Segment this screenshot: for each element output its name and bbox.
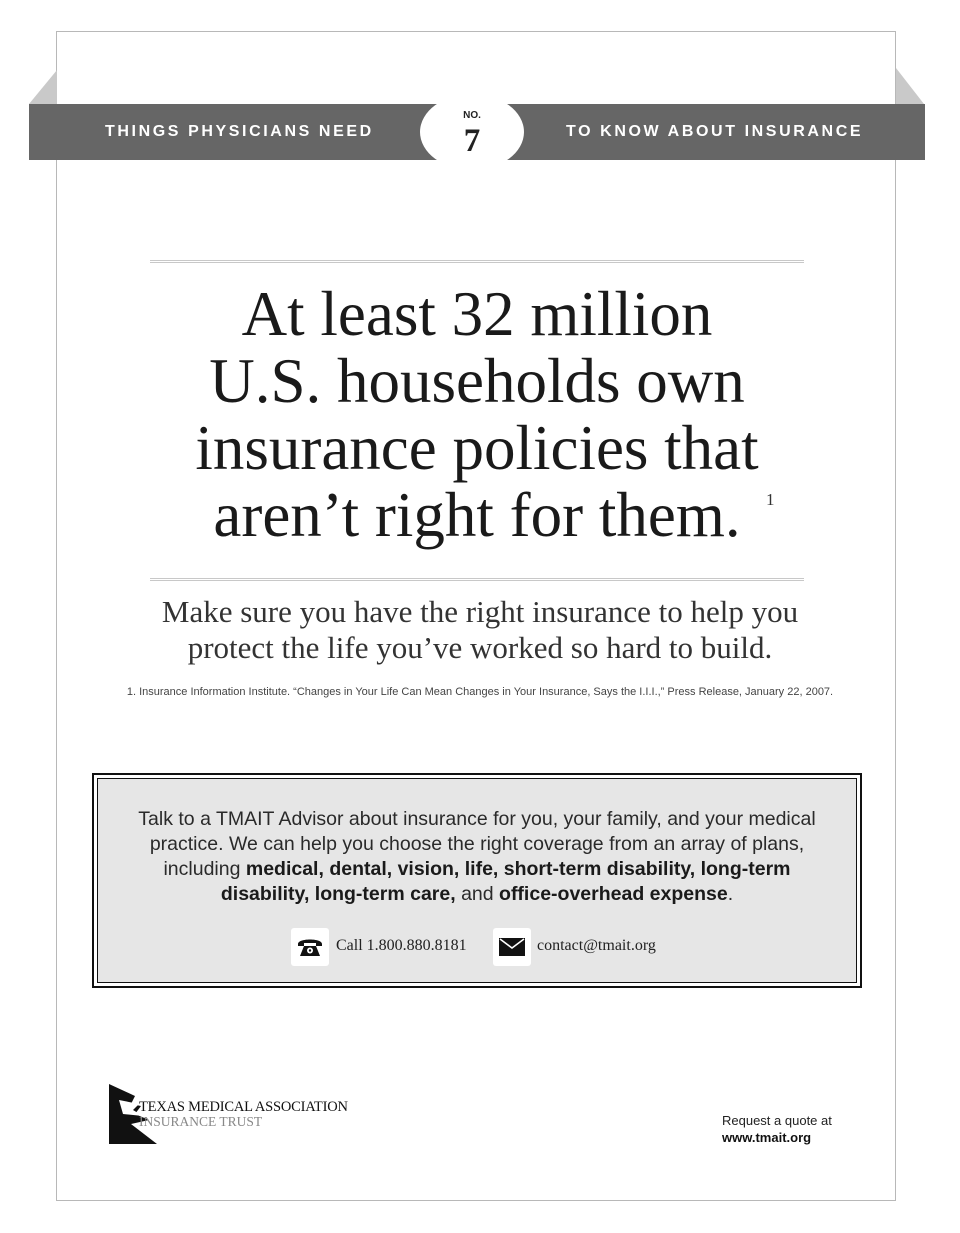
banner-right-text: TO KNOW ABOUT INSURANCE bbox=[566, 123, 864, 140]
banner-fold-left bbox=[29, 70, 57, 104]
badge-number: 7 bbox=[463, 123, 481, 159]
subhead bbox=[80, 594, 880, 666]
cta-line: Talk to a TMAIT Advisor about insurance for you, your family, and your medical bbox=[138, 808, 816, 830]
contact-row bbox=[98, 928, 856, 966]
quote-label: Request a quote at bbox=[722, 1113, 832, 1128]
headline bbox=[100, 281, 854, 549]
footnote-mark: 1 bbox=[766, 490, 775, 509]
badge-label: NO. bbox=[463, 110, 481, 121]
subhead-line: Make sure you have the right insurance to help you bbox=[161, 594, 799, 629]
cta-line bbox=[118, 857, 836, 882]
cta-coverage-list: disability, long-term care, bbox=[220, 883, 456, 905]
banner-fold-right bbox=[896, 68, 924, 104]
issue-number-badge bbox=[420, 94, 524, 170]
headline-line: aren’t right for them. bbox=[213, 480, 741, 550]
cta-text-segment: . bbox=[727, 883, 734, 905]
cta-panel bbox=[97, 778, 857, 983]
headline-line: insurance policies that bbox=[195, 413, 759, 483]
banner-right bbox=[500, 104, 925, 160]
cta-box bbox=[92, 773, 862, 988]
banner-left bbox=[29, 104, 444, 160]
citation: 1. Insurance Information Institute. “Changes in Your Life Can Mean Changes in Your Insurance, Says the I.I.I.,” Press Release, January 22, 2007. bbox=[126, 686, 834, 698]
telephone-icon bbox=[291, 928, 329, 966]
banner-left-text: THINGS PHYSICIANS NEED bbox=[105, 123, 374, 140]
headline-line: At least 32 million bbox=[241, 279, 713, 349]
top-rule bbox=[150, 260, 804, 263]
quote-url-link[interactable]: www.tmait.org bbox=[722, 1130, 812, 1145]
phone-link[interactable]: Call 1.800.880.8181 bbox=[336, 937, 467, 954]
cta-text bbox=[118, 807, 836, 907]
email-link[interactable]: contact@tmait.org bbox=[537, 937, 656, 954]
cta-text-segment: including bbox=[163, 858, 246, 880]
subhead-line: protect the life you’ve worked so hard to build. bbox=[187, 630, 773, 665]
logo-subtitle: INSURANCE TRUST bbox=[139, 1114, 263, 1129]
cta-line: practice. We can help you choose the right coverage from an array of plans, bbox=[149, 833, 805, 855]
cta-coverage-list: office-overhead expense bbox=[499, 883, 728, 905]
cta-line bbox=[118, 882, 836, 907]
bottom-rule bbox=[150, 578, 804, 581]
headline-line: U.S. households own bbox=[209, 346, 745, 416]
logo-title: TEXAS MEDICAL ASSOCIATION bbox=[139, 1099, 348, 1115]
cta-text-segment: and bbox=[455, 883, 500, 905]
cta-coverage-list: medical, dental, vision, life, short-term disability, long-term bbox=[245, 858, 791, 880]
envelope-icon bbox=[493, 928, 531, 966]
